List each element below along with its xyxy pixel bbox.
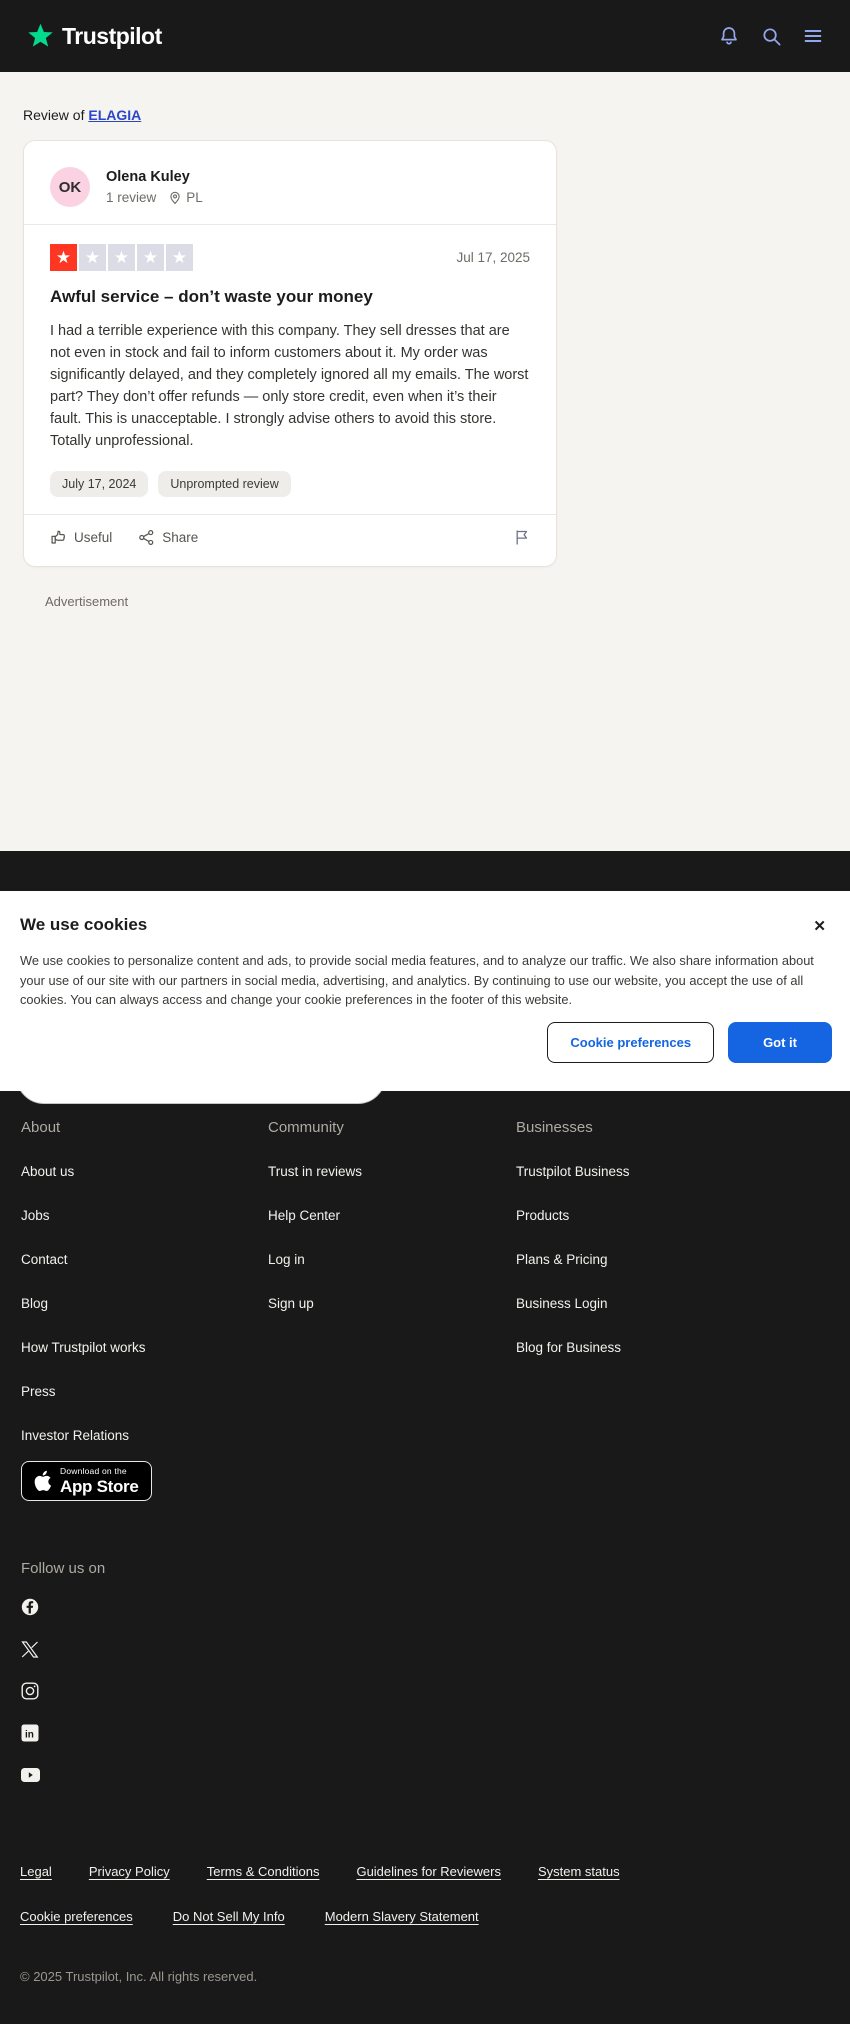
- useful-button[interactable]: Useful: [50, 529, 112, 546]
- footer-column-about: [21, 1119, 268, 1808]
- star-empty-icon: [166, 244, 193, 271]
- facebook-icon[interactable]: [21, 1598, 268, 1616]
- svg-text:in: in: [25, 1729, 34, 1741]
- site-header: [0, 0, 850, 72]
- footer-link-log-in[interactable]: Log in: [268, 1252, 305, 1267]
- footer-column-community: [268, 1119, 516, 1808]
- page-body: [0, 72, 850, 851]
- footer-column-businesses: [516, 1119, 763, 1808]
- close-icon[interactable]: ✕: [813, 918, 826, 935]
- modern-slavery-link[interactable]: Modern Slavery Statement: [324, 1909, 479, 1924]
- star-empty-icon: [79, 244, 106, 271]
- star-filled-icon: [50, 244, 77, 271]
- copyright-notice: © 2025 Trustpilot, Inc. All rights reserved.: [20, 1969, 258, 1984]
- footer-link-blog[interactable]: Blog: [21, 1296, 49, 1311]
- got-it-button[interactable]: Got it: [728, 1022, 832, 1063]
- company-link[interactable]: ELAGIA: [88, 107, 142, 123]
- review-body: I had a terrible experience with this company. They sell dresses that are not even in stock and fail to inform customers about it. My order was significantly delayed, and they completely ignored all my emails. The worst part? They don’t offer refunds — only store credit, even when it’s their fault. This is unacceptable. I strongly advise others to avoid this store. Totally unprofessional.: [50, 323, 529, 449]
- review-card: [23, 140, 557, 567]
- notifications-bell-icon[interactable]: [716, 23, 742, 49]
- app-badge-line1: Download on the: [60, 1465, 127, 1476]
- app-badge-line2: App Store: [60, 1476, 139, 1496]
- advertisement-label: Advertisement: [45, 594, 129, 609]
- legal-links-row-1: [20, 1864, 850, 1879]
- date-of-experience-tag: July 17, 2024: [50, 471, 148, 497]
- site-footer: [0, 851, 850, 2024]
- menu-hamburger-icon[interactable]: [800, 23, 826, 49]
- trustpilot-logo[interactable]: [26, 22, 162, 50]
- footer-link-plans-pricing[interactable]: Plans & Pricing: [516, 1252, 608, 1267]
- review-date: Jul 17, 2025: [456, 250, 530, 265]
- star-empty-icon: [108, 244, 135, 271]
- cookie-banner-text: We use cookies to personalize content and ads, to provide social media features, and to analyze our traffic. We also share information about your use of our site with our partners in social media, advertising, and analytics. By continuing to use our website, you accept the use of all cookies. You can always access and change your cookie preferences in the footer of this website.: [20, 953, 814, 1007]
- footer-link-blog-for-business[interactable]: Blog for Business: [516, 1340, 622, 1355]
- divider: [24, 514, 556, 515]
- unprompted-review-tag: Unprompted review: [158, 471, 290, 497]
- breadcrumb-prefix: Review of: [23, 107, 85, 123]
- x-twitter-icon[interactable]: [21, 1640, 268, 1658]
- cookie-preferences-button[interactable]: Cookie preferences: [547, 1022, 714, 1063]
- instagram-icon[interactable]: [21, 1682, 268, 1700]
- footer-link-press[interactable]: Press: [21, 1384, 56, 1399]
- terms-conditions-link[interactable]: Terms & Conditions: [206, 1864, 320, 1879]
- flag-review-button[interactable]: [514, 529, 530, 546]
- review-title: Awful service – don’t waste your money: [50, 287, 373, 306]
- follow-us-heading: Follow us on: [21, 1560, 106, 1577]
- footer-link-business-login[interactable]: Business Login: [516, 1296, 608, 1311]
- footer-link-investor-relations[interactable]: Investor Relations: [21, 1428, 130, 1443]
- share-button[interactable]: Share: [138, 529, 198, 546]
- apple-icon: [32, 1469, 52, 1493]
- reviewer-review-count: 1 review: [106, 190, 157, 205]
- footer-link-sign-up[interactable]: Sign up: [268, 1296, 314, 1311]
- app-store-badge[interactable]: [21, 1461, 152, 1501]
- linkedin-icon[interactable]: [21, 1724, 268, 1742]
- footer-link-columns: [21, 1119, 850, 1808]
- footer-link-help-center[interactable]: Help Center: [268, 1208, 341, 1223]
- spacer: [0, 609, 850, 851]
- footer-link-products[interactable]: Products: [516, 1208, 570, 1223]
- reviewer-name[interactable]: Olena Kuley: [106, 169, 190, 185]
- trustpilot-wordmark: Trustpilot: [62, 22, 162, 49]
- column-heading: About: [21, 1119, 61, 1136]
- column-heading: Community: [268, 1119, 344, 1136]
- social-links: [21, 1598, 268, 1784]
- footer-link-jobs[interactable]: Jobs: [21, 1208, 50, 1223]
- avatar[interactable]: OK: [50, 167, 90, 207]
- trustpilot-star-icon: [26, 22, 55, 50]
- footer-link-about-us[interactable]: About us: [21, 1164, 75, 1179]
- star-rating: [50, 244, 193, 271]
- reviewer-location: PL: [168, 190, 203, 205]
- footer-link-trust-in-reviews[interactable]: Trust in reviews: [268, 1164, 363, 1179]
- location-pin-icon: [168, 191, 182, 205]
- guidelines-for-reviewers-link[interactable]: Guidelines for Reviewers: [356, 1864, 501, 1879]
- star-empty-icon: [137, 244, 164, 271]
- footer-link-contact[interactable]: Contact: [21, 1252, 68, 1267]
- legal-links-row-2: [20, 1909, 850, 1924]
- divider: [24, 224, 556, 225]
- system-status-link[interactable]: System status: [537, 1864, 620, 1879]
- breadcrumb: [23, 107, 850, 123]
- cookie-consent-banner: [0, 891, 850, 1091]
- cookie-preferences-link[interactable]: Cookie preferences: [20, 1909, 133, 1924]
- column-heading: Businesses: [516, 1119, 593, 1136]
- cookie-banner-title: We use cookies: [20, 915, 148, 934]
- youtube-icon[interactable]: [21, 1766, 268, 1784]
- search-icon[interactable]: [758, 23, 784, 49]
- legal-link[interactable]: Legal: [20, 1864, 52, 1879]
- privacy-policy-link[interactable]: Privacy Policy: [88, 1864, 170, 1879]
- do-not-sell-link[interactable]: Do Not Sell My Info: [172, 1909, 285, 1924]
- footer-link-how-trustpilot-works[interactable]: How Trustpilot works: [21, 1340, 146, 1355]
- footer-link-trustpilot-business[interactable]: Trustpilot Business: [516, 1164, 630, 1179]
